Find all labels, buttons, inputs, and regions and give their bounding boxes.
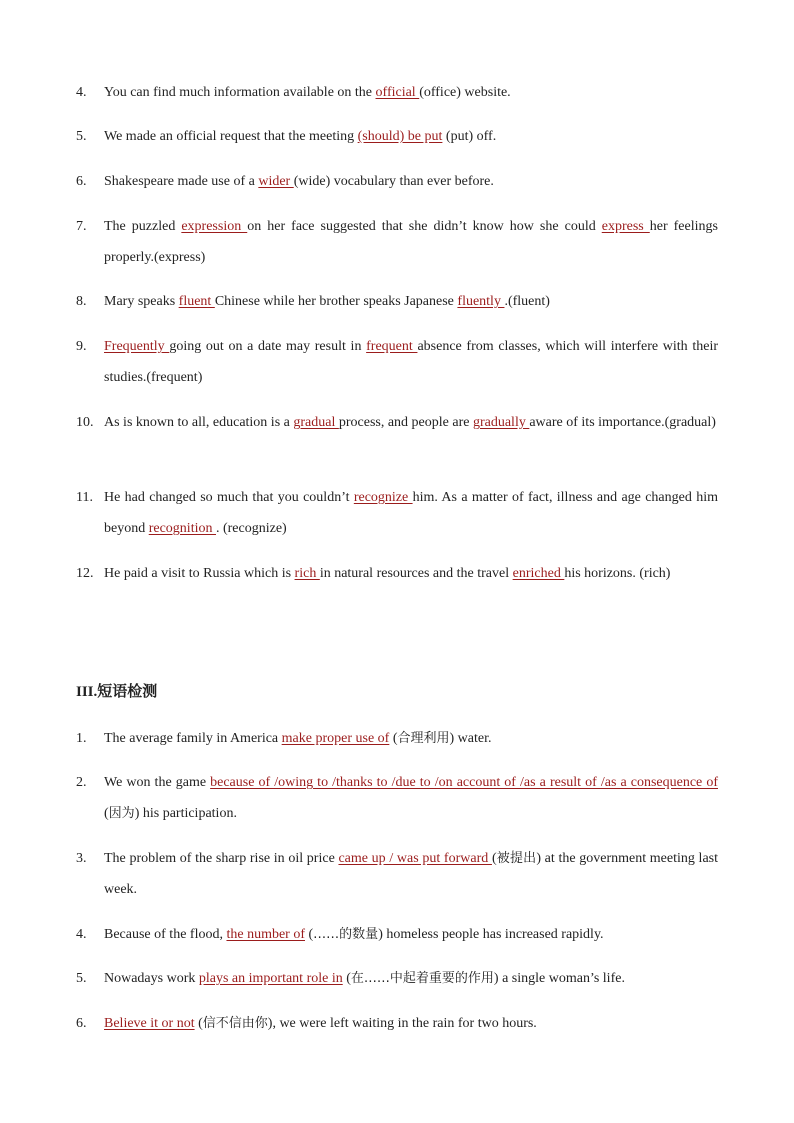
chinese-hint: 信不信由你 bbox=[202, 1016, 268, 1031]
answer-blank: plays an important role in bbox=[198, 971, 343, 986]
item-number: 5. bbox=[76, 971, 87, 986]
sentence-text: ) at the government meeting last week. bbox=[104, 851, 718, 897]
exercise-item-4 bbox=[76, 77, 718, 108]
item-number: 9. bbox=[76, 339, 87, 354]
sentence-text: his horizons. (rich) bbox=[564, 566, 671, 581]
item-number: 8. bbox=[76, 294, 87, 309]
item-number: 7. bbox=[76, 219, 87, 234]
item-text bbox=[104, 121, 718, 152]
sentence-text: As is known to all, education is a bbox=[104, 415, 294, 430]
answer-blank: fluently bbox=[457, 294, 505, 309]
chinese-hint: 被提出 bbox=[496, 851, 537, 866]
sentence-text: process, and people are bbox=[338, 415, 473, 430]
sentence-text: You can find much information available on the bbox=[104, 85, 376, 100]
chinese-hint: 因为 bbox=[108, 806, 135, 821]
sentence-text: We made an official request that the meeting bbox=[104, 129, 358, 144]
item-text bbox=[104, 166, 718, 197]
sentence-text: (put) off. bbox=[442, 129, 497, 144]
sentence-text: ( bbox=[194, 1016, 203, 1031]
answer-blank: express bbox=[601, 219, 650, 234]
answer-blank: recognize bbox=[353, 490, 413, 505]
sentence-text: absence from classes, which will interfere with their studies.(frequent) bbox=[104, 339, 718, 385]
sentence-text: .(fluent) bbox=[504, 294, 550, 309]
item-number: 4. bbox=[76, 85, 87, 100]
item-text bbox=[104, 919, 718, 950]
sentence-text: We won the game bbox=[104, 775, 211, 790]
item-text bbox=[104, 1008, 718, 1039]
sentence-text: aware of its importance.(gradual) bbox=[529, 415, 716, 430]
sentence-text: ( bbox=[389, 731, 398, 746]
item-text bbox=[104, 963, 718, 994]
sentence-text: Nowadays work bbox=[104, 971, 199, 986]
sentence-text: him. As a matter of fact, illness and age changed him beyond bbox=[104, 490, 718, 536]
answer-blank: because of /owing to /thanks to /due to /on account of /as a result of /as a consequence of bbox=[210, 775, 718, 790]
sentence-text: ), we were left waiting in the rain for two hours. bbox=[267, 1016, 537, 1031]
exercise-item-11 bbox=[76, 482, 718, 544]
chinese-hint: 合理利用 bbox=[397, 731, 450, 746]
phrase-item-2 bbox=[76, 767, 718, 829]
sentence-text: her feelings properly.(express) bbox=[104, 219, 718, 265]
item-text bbox=[104, 211, 718, 273]
sentence-text: Chinese while her brother speaks Japanese bbox=[214, 294, 458, 309]
answer-blank: (should) be put bbox=[357, 129, 443, 144]
sentence-text: (wide) vocabulary than ever before. bbox=[293, 174, 494, 189]
answer-blank: gradually bbox=[472, 415, 530, 430]
exercise-item-12 bbox=[76, 558, 718, 589]
item-number: 1. bbox=[76, 731, 87, 746]
item-number: 12. bbox=[76, 566, 94, 581]
sentence-text: on her face suggested that she didn’t know how she could bbox=[247, 219, 602, 234]
exercise-item-10 bbox=[76, 407, 718, 438]
item-number: 6. bbox=[76, 1016, 87, 1031]
phrase-item-4 bbox=[76, 919, 718, 950]
answer-blank: make proper use of bbox=[281, 731, 390, 746]
sentence-text: He paid a visit to Russia which is bbox=[104, 566, 295, 581]
sentence-text: Because of the flood, bbox=[104, 927, 227, 942]
sentence-text: ( bbox=[491, 851, 497, 866]
item-number: 6. bbox=[76, 174, 87, 189]
phrase-item-3 bbox=[76, 843, 718, 905]
sentence-text: He had changed so much that you couldn’t bbox=[104, 490, 354, 505]
sentence-text: ( bbox=[342, 971, 351, 986]
item-text bbox=[104, 558, 718, 589]
sentence-text: ( bbox=[104, 806, 109, 821]
section-heading: III.短语检测 bbox=[76, 684, 158, 700]
sentence-text: The average family in America bbox=[104, 731, 282, 746]
exercise-item-8 bbox=[76, 286, 718, 317]
sentence-text: Shakespeare made use of a bbox=[104, 174, 259, 189]
item-number: 3. bbox=[76, 851, 87, 866]
chinese-hint: 在……中起着重要的作用 bbox=[350, 971, 494, 986]
phrase-item-1 bbox=[76, 723, 718, 754]
sentence-text: ) a single woman’s life. bbox=[493, 971, 625, 986]
sentence-text: ) his participation. bbox=[134, 806, 237, 821]
answer-blank: gradual bbox=[293, 415, 339, 430]
sentence-text: in natural resources and the travel bbox=[319, 566, 513, 581]
item-text bbox=[104, 286, 718, 317]
item-number: 11. bbox=[76, 490, 93, 505]
item-number: 2. bbox=[76, 775, 87, 790]
answer-blank: Frequently bbox=[104, 339, 170, 354]
item-text bbox=[104, 723, 718, 754]
phrase-item-6 bbox=[76, 1008, 718, 1039]
phrase-item-5 bbox=[76, 963, 718, 994]
answer-blank: wider bbox=[258, 174, 294, 189]
exercise-item-5 bbox=[76, 121, 718, 152]
answer-blank: rich bbox=[294, 566, 320, 581]
item-text bbox=[104, 407, 718, 438]
item-text bbox=[104, 767, 718, 829]
answer-blank: enriched bbox=[512, 566, 565, 581]
answer-blank: expression bbox=[181, 219, 248, 234]
answer-blank: official bbox=[375, 85, 420, 100]
sentence-text: (office) website. bbox=[419, 85, 511, 100]
exercise-item-7 bbox=[76, 211, 718, 273]
exercise-item-9 bbox=[76, 331, 718, 393]
answer-blank: recognition bbox=[148, 521, 216, 536]
sentence-text: ( bbox=[305, 927, 314, 942]
item-number: 5. bbox=[76, 129, 87, 144]
sentence-text: The problem of the sharp rise in oil price bbox=[104, 851, 339, 866]
sentence-text: ) water. bbox=[449, 731, 492, 746]
item-text bbox=[104, 77, 718, 108]
item-number: 10. bbox=[76, 415, 94, 430]
item-text bbox=[104, 482, 718, 544]
sentence-text: ) homeless people has increased rapidly. bbox=[378, 927, 604, 942]
answer-blank: frequent bbox=[366, 339, 418, 354]
sentence-text: . (recognize) bbox=[215, 521, 287, 536]
exercise-item-6 bbox=[76, 166, 718, 197]
answer-blank: fluent bbox=[178, 294, 215, 309]
item-text bbox=[104, 331, 718, 393]
answer-blank: the number of bbox=[226, 927, 305, 942]
chinese-hint: ……的数量 bbox=[313, 927, 379, 942]
sentence-text: Mary speaks bbox=[104, 294, 179, 309]
answer-blank: Believe it or not bbox=[104, 1016, 195, 1031]
item-number: 4. bbox=[76, 927, 87, 942]
sentence-text: going out on a date may result in bbox=[169, 339, 367, 354]
item-text bbox=[104, 843, 718, 905]
answer-blank: came up / was put forward bbox=[338, 851, 492, 866]
sentence-text: The puzzled bbox=[104, 219, 182, 234]
